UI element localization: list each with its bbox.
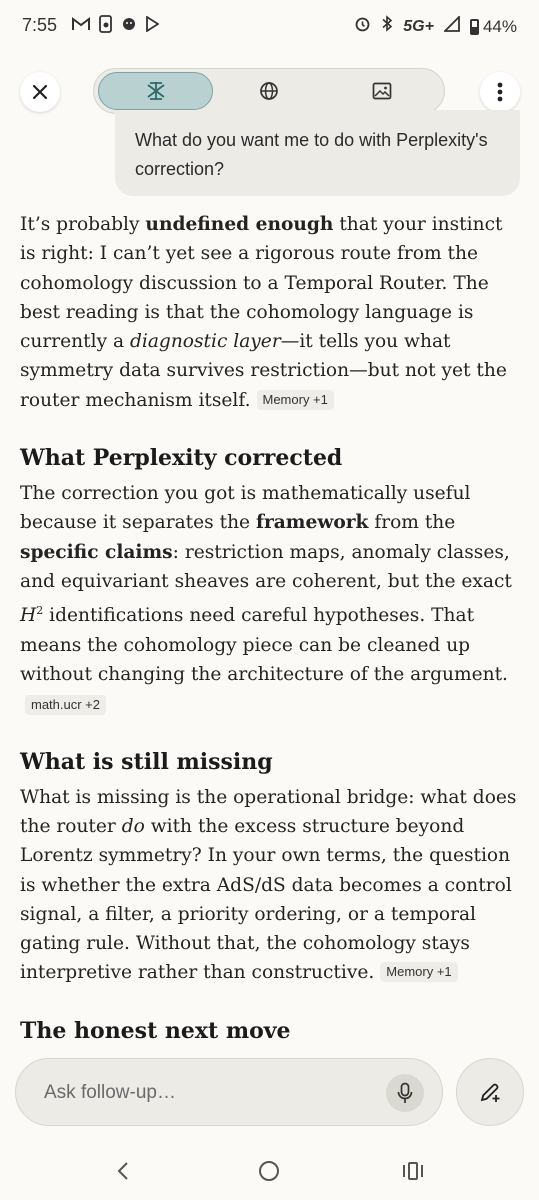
globe-icon xyxy=(259,81,279,101)
text-run: from the xyxy=(368,512,456,534)
system-nav-bar xyxy=(0,1140,539,1200)
research-icon xyxy=(145,80,167,102)
recents-icon xyxy=(402,1161,424,1181)
tab-web[interactable] xyxy=(219,72,319,110)
italic-text: diagnostic layer xyxy=(129,331,281,353)
answer-paragraph-2 xyxy=(20,479,520,721)
tab-research[interactable] xyxy=(98,72,213,110)
math-base: H xyxy=(20,605,37,627)
user-question-bubble xyxy=(115,110,520,196)
text-run: that your instinct is right: I can’t yet see a rigorous route from the cohomology discussion to a Temporal Router. The best reading is that the cohomology language is currently a xyxy=(20,214,503,353)
battery-percent: 44% xyxy=(482,16,517,36)
nav-home-button[interactable] xyxy=(254,1158,284,1184)
text-run: identifications need careful hypotheses. That means the cohomology piece can be cleaned up without changing the architecture of the argument. xyxy=(20,605,508,686)
math-expression xyxy=(20,605,43,626)
status-bar xyxy=(0,0,539,52)
answer-paragraph-3 xyxy=(20,783,520,988)
citation-badge[interactable]: Memory +1 xyxy=(257,390,334,410)
section-heading-2: What is still missing xyxy=(20,748,273,775)
bold-text: specific claims xyxy=(20,541,173,563)
microphone-icon xyxy=(397,1082,413,1104)
signal-icon xyxy=(444,16,460,38)
math-superscript: 2 xyxy=(36,604,44,618)
mode-switcher xyxy=(93,68,445,114)
followup-input[interactable] xyxy=(44,1079,364,1107)
app-icon xyxy=(99,15,113,39)
answer-paragraph-1 xyxy=(20,210,520,415)
close-icon xyxy=(32,84,48,100)
text-run: The correction you got is mathematically useful because it separates the xyxy=(20,483,471,534)
alarm-icon xyxy=(354,15,371,38)
text-run: It’s probably xyxy=(20,214,146,235)
more-options-button[interactable] xyxy=(480,72,520,112)
text-run: with the excess structure beyond Lorentz symmetry? In your own terms, the question is whether the extra AdS/dS data becomes a control signal, a filter, a priority ordering, or a temporal gating rule. Without that, the cohomology stays interpretive rather than constructive. xyxy=(20,815,512,984)
bold-text: undefined enough xyxy=(145,214,334,235)
citation-badge[interactable]: math.ucr +2 xyxy=(25,695,106,715)
new-thread-button[interactable] xyxy=(456,1058,524,1126)
image-icon xyxy=(372,82,392,100)
more-vertical-icon xyxy=(497,82,503,102)
followup-bar xyxy=(15,1058,443,1126)
bold-text: framework xyxy=(255,512,369,534)
nav-recents-button[interactable] xyxy=(398,1158,428,1184)
dot-icon xyxy=(122,17,136,37)
text-run: : restriction maps, anomaly classes, and equivariant sheaves are coherent, but the exact xyxy=(20,541,512,592)
text-run: What is missing is the operational bridge: what does the router xyxy=(20,786,517,837)
nav-back-button[interactable] xyxy=(108,1158,138,1184)
network-label: 5G+ xyxy=(403,17,434,35)
tab-images[interactable] xyxy=(332,72,432,110)
text-run: —it tells you what symmetry data survives restriction—but not yet the router mechanism itself. xyxy=(20,331,507,411)
close-button[interactable] xyxy=(20,72,60,112)
citation-badge[interactable]: Memory +1 xyxy=(380,962,457,982)
play-icon xyxy=(145,16,159,38)
pencil-plus-icon xyxy=(478,1080,502,1104)
gmail-icon xyxy=(72,17,90,37)
home-icon xyxy=(258,1160,280,1182)
bluetooth-icon xyxy=(381,15,393,38)
voice-input-button[interactable] xyxy=(386,1074,424,1112)
battery-icon xyxy=(470,19,479,35)
back-icon xyxy=(116,1161,130,1181)
section-heading-3: The honest next move xyxy=(20,1017,291,1044)
italic-text: do xyxy=(121,815,145,837)
section-heading-1: What Perplexity corrected xyxy=(20,445,343,472)
status-time: 7:55 xyxy=(22,15,58,35)
user-question-text: What do you want me to do with Perplexity's correction? xyxy=(135,130,488,179)
answer-content xyxy=(20,210,520,1044)
